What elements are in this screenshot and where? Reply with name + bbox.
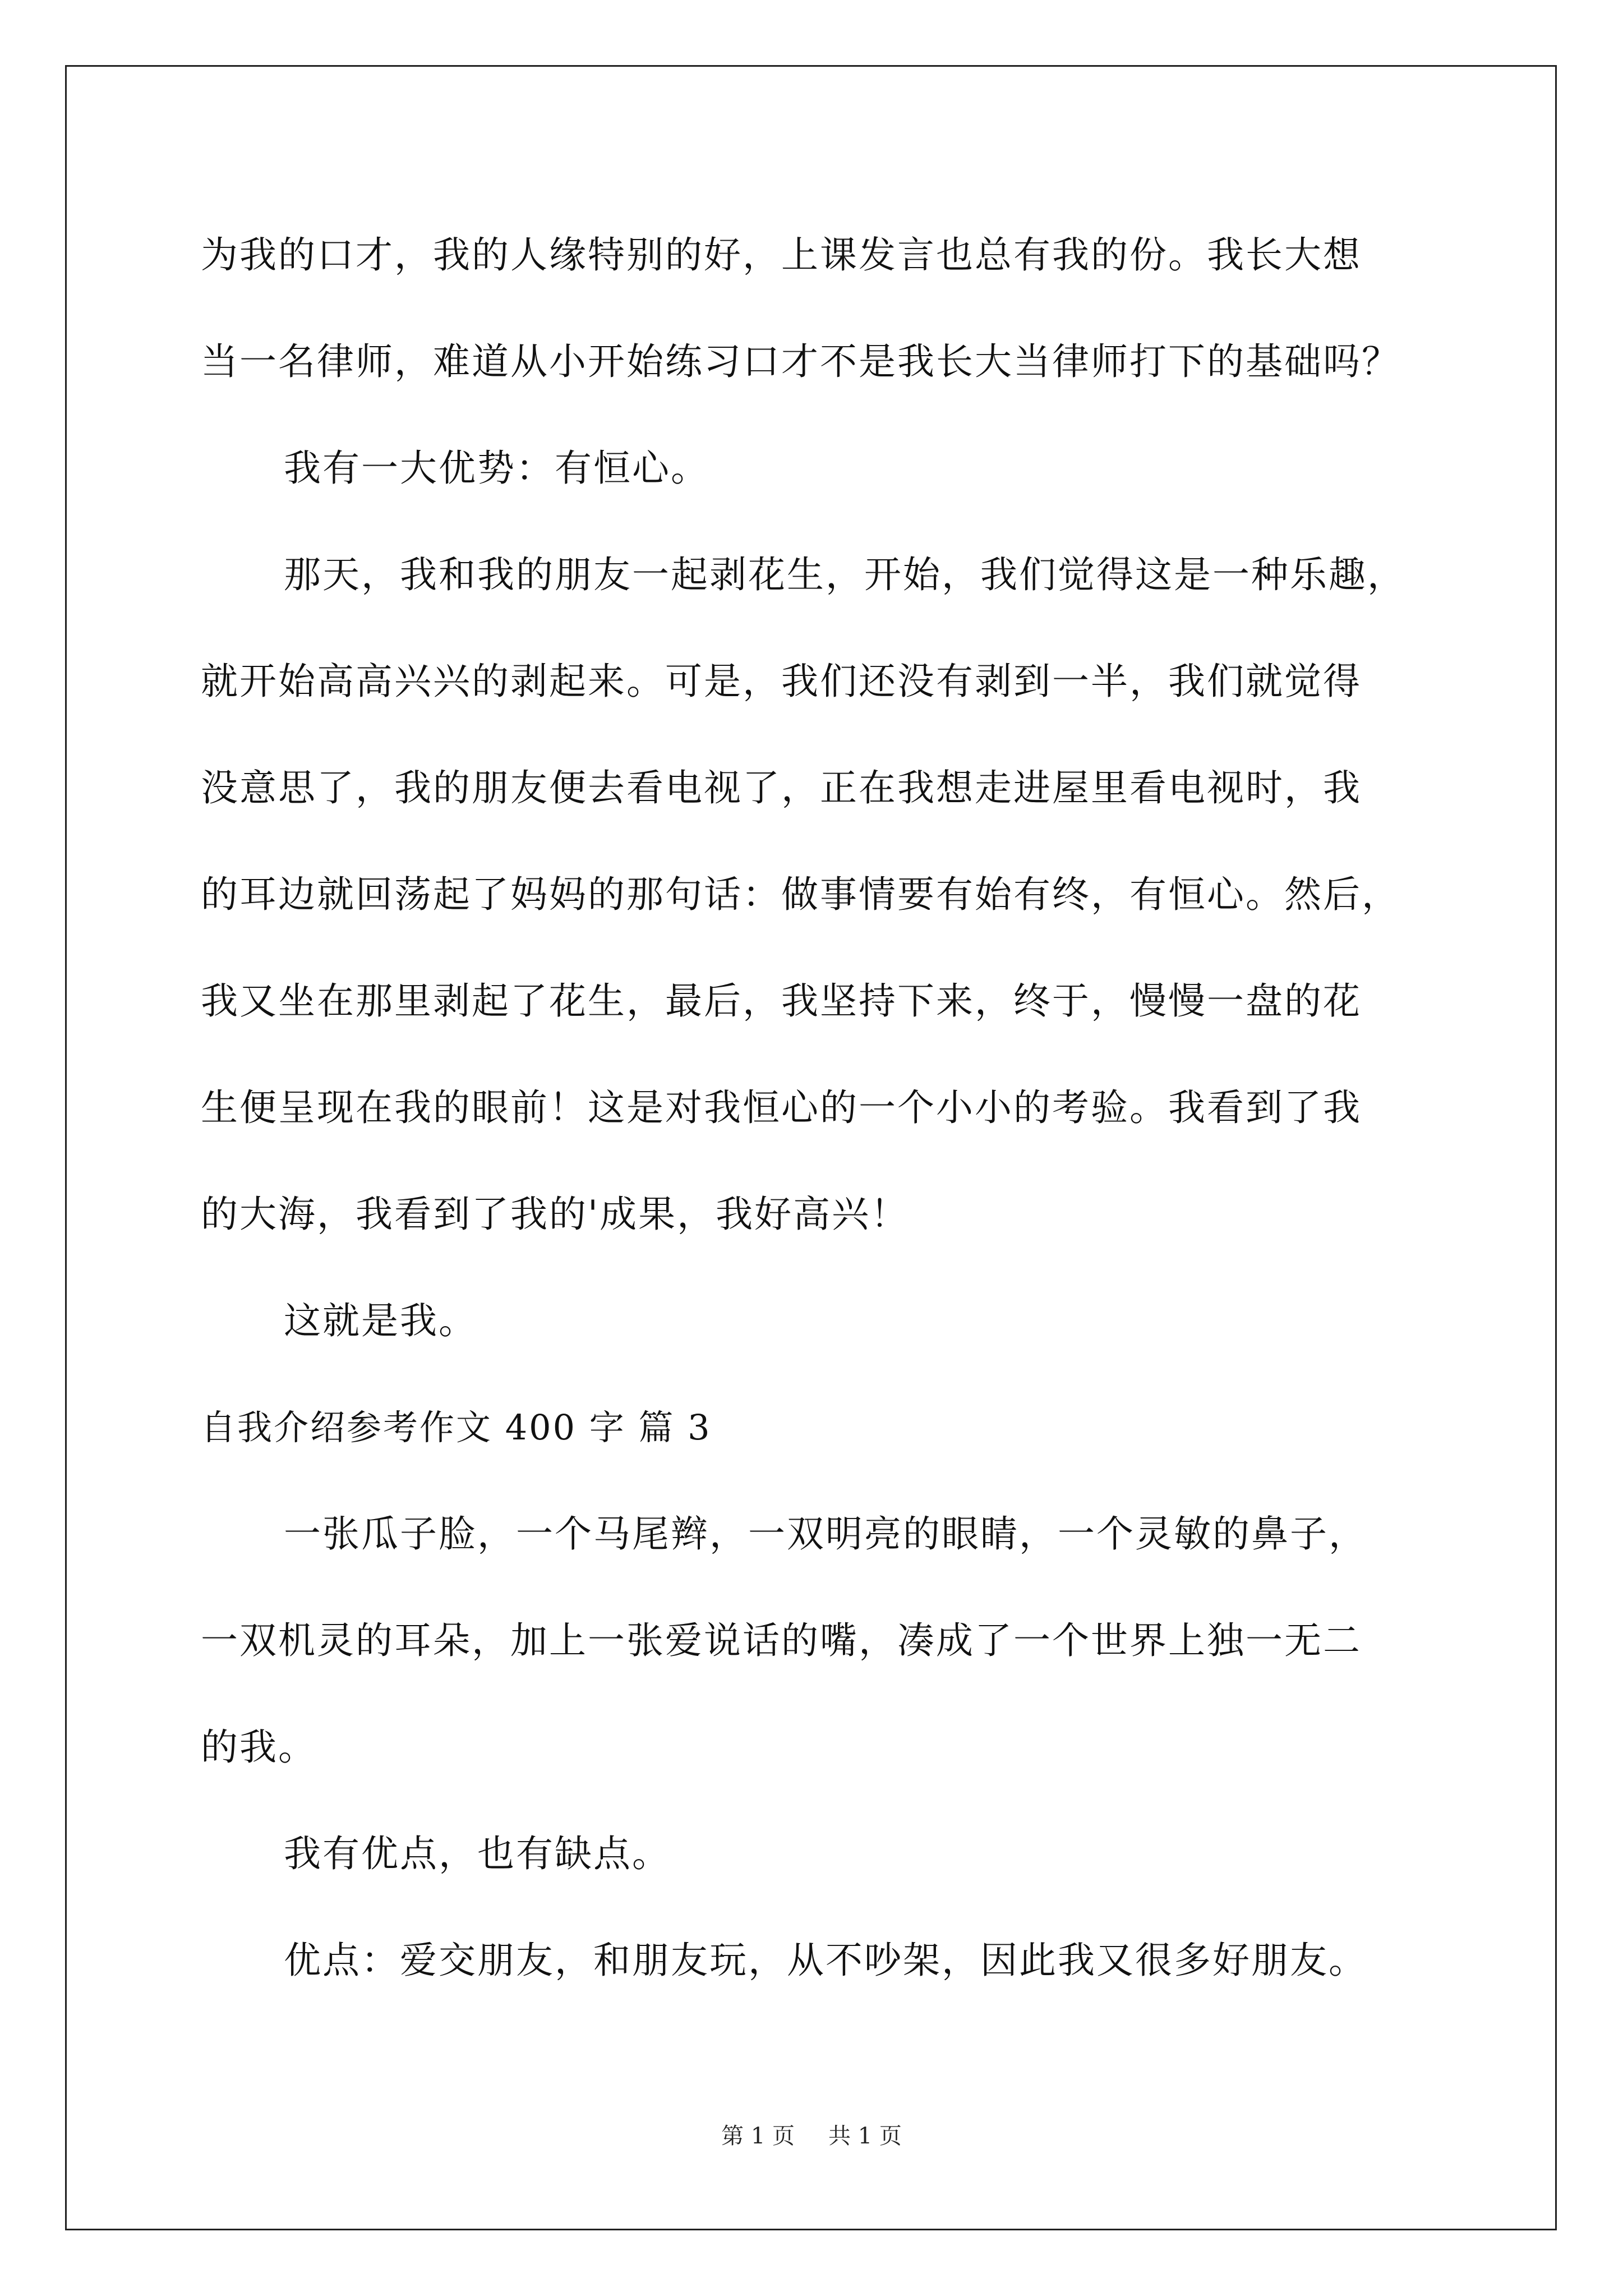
text-line: 当一名律师，难道从小开始练习口才不是我长大当律师打下的基础吗？: [201, 340, 1400, 383]
text-line: 的耳边就回荡起了妈妈的那句话：做事情要有始有终，有恒心。然后，: [201, 873, 1400, 916]
text-line: 的大海，我看到了我的'成果，我好高兴！: [201, 1193, 910, 1236]
page-number-current: 第 1 页: [721, 2123, 795, 2149]
paragraph-line: 我有一大优势：有恒心。: [284, 447, 709, 490]
text-line: 没意思了，我的朋友便去看电视了，正在我想走进屋里看电视时，我: [201, 766, 1362, 809]
page-number-total: 共 1 页: [828, 2123, 902, 2149]
text-line: 为我的口才，我的人缘特别的好，上课发言也总有我的份。我长大想: [201, 233, 1362, 277]
text-line: 就开始高高兴兴的剥起来。可是，我们还没有剥到一半，我们就觉得: [201, 660, 1362, 703]
text-line: 的我。: [201, 1726, 317, 1769]
paragraph-line: 我有优点，也有缺点。: [284, 1832, 671, 1875]
paragraph-line: 这就是我。: [284, 1299, 477, 1342]
paragraph-line: 那天，我和我的朋友一起剥花生，开始，我们觉得这是一种乐趣，: [284, 553, 1406, 596]
text-line: 生便呈现在我的眼前！这是对我恒心的一个小小的考验。我看到了我: [201, 1086, 1362, 1129]
page-footer: [0, 2118, 1623, 2150]
section-heading: 自我介绍参考作文 400 字 篇 3: [201, 1407, 712, 1448]
paragraph-line: 一张瓜子脸，一个马尾辫，一双明亮的眼睛，一个灵敏的鼻子，: [284, 1512, 1367, 1556]
document-body: [201, 202, 1463, 2014]
text-line: 我又坐在那里剥起了花生，最后，我坚持下来，终于，慢慢一盘的花: [201, 979, 1362, 1023]
paragraph-line: 优点：爱交朋友，和朋友玩，从不吵架，因此我又很多好朋友。: [284, 1939, 1367, 1982]
text-line: 一双机灵的耳朵，加上一张爱说话的嘴，凑成了一个世界上独一无二: [201, 1619, 1362, 1662]
